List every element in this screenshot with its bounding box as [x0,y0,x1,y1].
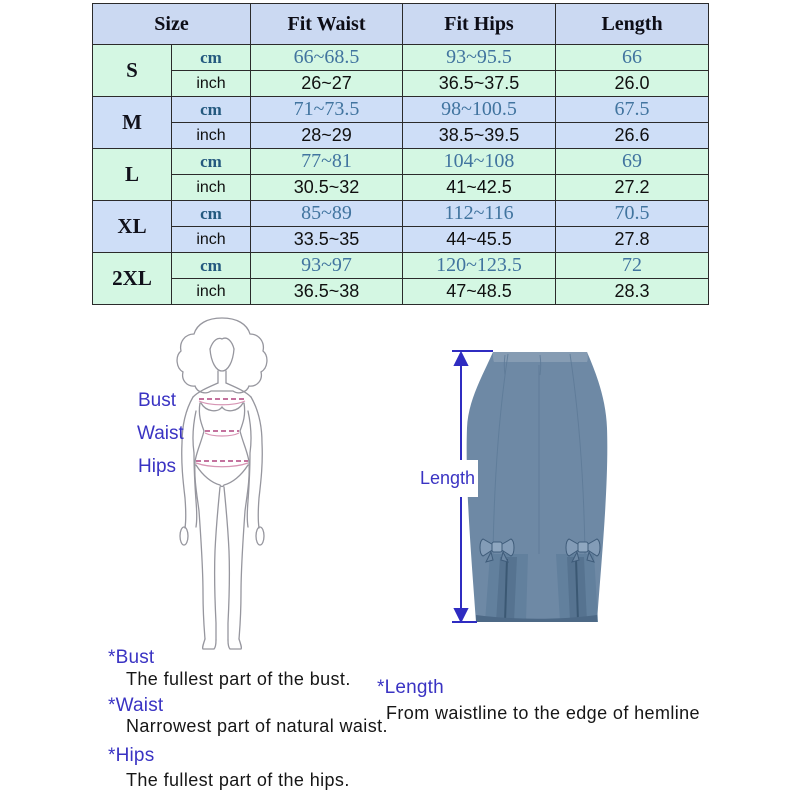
length-inch-value: 27.8 [556,227,709,253]
table-row [93,279,709,305]
unit-cm-label: cm [172,45,251,71]
unit-cm-label: cm [172,253,251,279]
length-cm-value: 69 [556,149,709,175]
waist-definition: Narrowest part of natural waist. [126,716,388,736]
unit-cm-label: cm [172,201,251,227]
waist-cm-value: 66~68.5 [251,45,403,71]
length-definition: From waistline to the edge of hemline [386,703,700,723]
hips-inch-value: 47~48.5 [403,279,556,305]
waist-cm-value: 77~81 [251,149,403,175]
length-cm-value: 72 [556,253,709,279]
hips-cm-value: 93~95.5 [403,45,556,71]
table-row [93,253,709,279]
table-row [93,71,709,97]
waist-inch-value: 28~29 [251,123,403,149]
waist-cm-value: 71~73.5 [251,97,403,123]
header-fit-hips: Fit Hips [403,4,556,45]
size-label: S [93,45,172,97]
size-label: M [93,97,172,149]
bust-term: *Bust [108,647,155,668]
unit-inch-label: inch [172,175,251,201]
length-inch-value: 26.6 [556,123,709,149]
skirt-length-label: Length [417,460,478,497]
length-inch-value: 27.2 [556,175,709,201]
unit-inch-label: inch [172,71,251,97]
body-measurement-figure [130,315,330,650]
table-row [93,227,709,253]
hips-inch-value: 41~42.5 [403,175,556,201]
size-label: 2XL [93,253,172,305]
bust-definition: The fullest part of the bust. [126,669,351,689]
hips-inch-value: 44~45.5 [403,227,556,253]
unit-inch-label: inch [172,279,251,305]
waist-cm-value: 93~97 [251,253,403,279]
hips-definition: The fullest part of the hips. [126,770,350,790]
length-term: *Length [377,677,444,698]
hips-inch-value: 36.5~37.5 [403,71,556,97]
hips-term: *Hips [108,745,155,766]
waist-label: Waist [137,423,184,444]
length-inch-value: 28.3 [556,279,709,305]
hips-cm-value: 104~108 [403,149,556,175]
waist-inch-value: 30.5~32 [251,175,403,201]
hips-inch-value: 38.5~39.5 [403,123,556,149]
unit-inch-label: inch [172,227,251,253]
unit-cm-label: cm [172,97,251,123]
header-length: Length [556,4,709,45]
header-fit-waist: Fit Waist [251,4,403,45]
length-inch-value: 26.0 [556,71,709,97]
size-label: L [93,149,172,201]
hips-cm-value: 120~123.5 [403,253,556,279]
table-row [93,149,709,175]
size-table [92,3,709,305]
table-row [93,97,709,123]
table-row [93,175,709,201]
waist-cm-value: 85~89 [251,201,403,227]
header-size: Size [93,4,251,45]
hips-label: Hips [138,456,177,477]
length-cm-value: 67.5 [556,97,709,123]
length-cm-value: 70.5 [556,201,709,227]
hips-cm-value: 98~100.5 [403,97,556,123]
table-row [93,201,709,227]
length-cm-value: 66 [556,45,709,71]
table-row [93,45,709,71]
bust-label: Bust [138,390,177,411]
unit-inch-label: inch [172,123,251,149]
table-row [93,123,709,149]
hips-cm-value: 112~116 [403,201,556,227]
waist-inch-value: 33.5~35 [251,227,403,253]
table-header-row [93,4,709,45]
waist-term: *Waist [108,695,164,716]
unit-cm-label: cm [172,149,251,175]
waist-inch-value: 36.5~38 [251,279,403,305]
waist-inch-value: 26~27 [251,71,403,97]
size-label: XL [93,201,172,253]
